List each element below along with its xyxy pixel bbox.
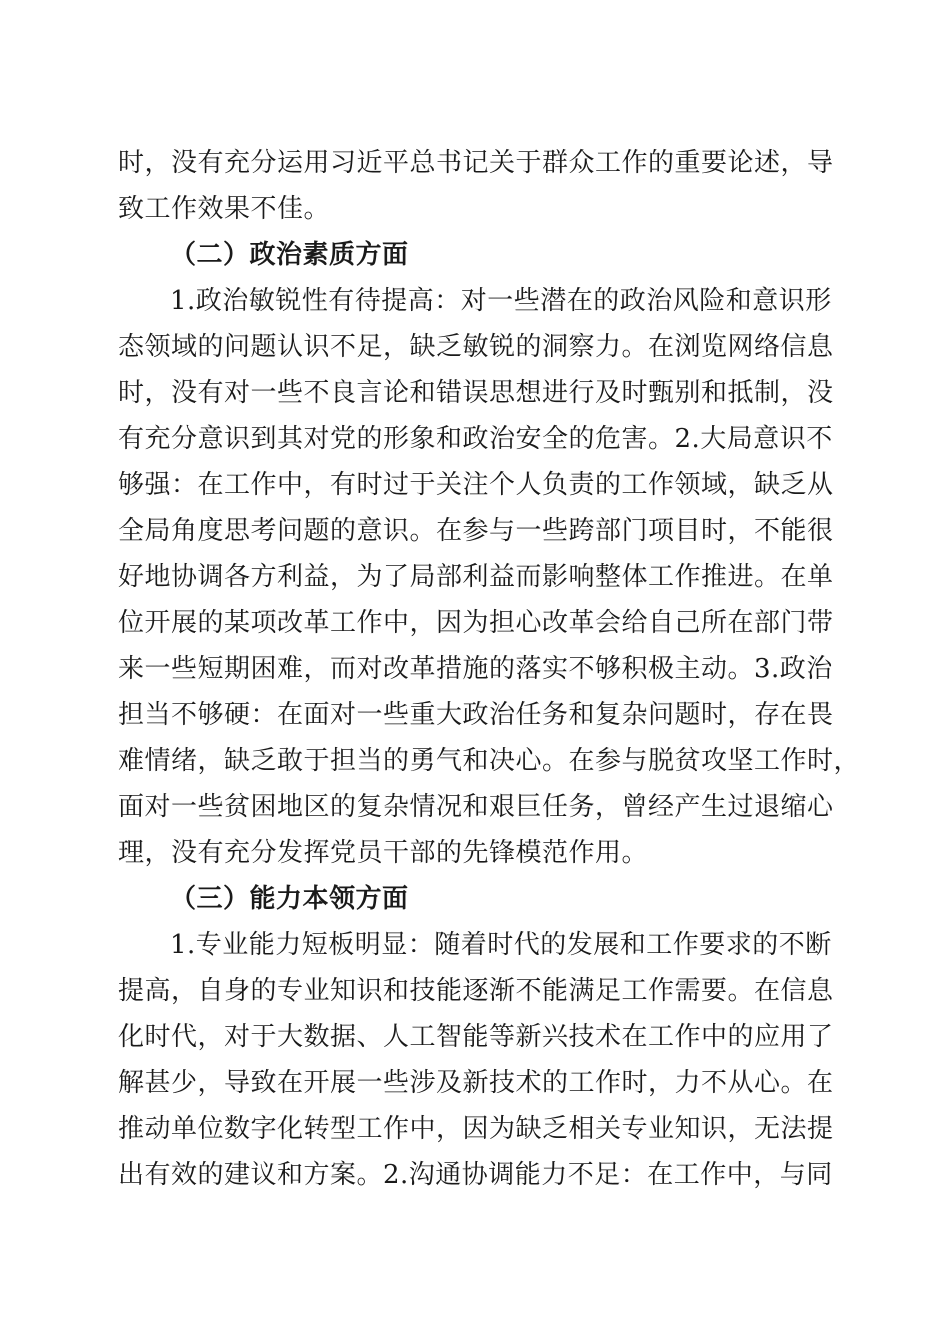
body-text-line: 面对一些贫困地区的复杂情况和艰巨任务，曾经产生过退缩心 [118,792,834,822]
body-text-line: 解甚少，导致在开展一些涉及新技术的工作时，力不从心。在 [118,1068,834,1098]
body-text-line: 推动单位数字化转型工作中，因为缺乏相关专业知识，无法提 [118,1114,834,1144]
body-text-line: 1.政治敏锐性有待提高：对一些潜在的政治风险和意识形 [170,286,832,316]
body-text-line: 提高，自身的专业知识和技能逐渐不能满足工作需要。在信息 [118,976,834,1006]
body-text-line: 好地协调各方利益，为了局部利益而影响整体工作推进。在单 [118,562,834,592]
section-heading-political-quality: （二）政治素质方面 [170,240,409,270]
body-text-line: 担当不够硬：在面对一些重大政治任务和复杂问题时，存在畏 [118,700,834,730]
section-heading-capability: （三）能力本领方面 [170,884,409,914]
body-text-line: 时，没有对一些不良言论和错误思想进行及时甄别和抵制，没 [118,378,834,408]
body-text-line: 理，没有充分发挥党员干部的先锋模范作用。 [118,838,649,868]
body-text-line: 有充分意识到其对党的形象和政治安全的危害。2.大局意识不 [118,424,833,454]
body-text-line: 出有效的建议和方案。2.沟通协调能力不足：在工作中，与同 [118,1160,833,1190]
body-text-line: 够强：在工作中，有时过于关注个人负责的工作领域，缺乏从 [118,470,834,500]
body-text-line: 全局角度思考问题的意识。在参与一些跨部门项目时，不能很 [118,516,834,546]
body-text-line: 难情绪，缺乏敢于担当的勇气和决心。在参与脱贫攻坚工作时， [118,746,861,776]
body-text-line: 时，没有充分运用习近平总书记关于群众工作的重要论述，导 [118,148,834,178]
body-text-line: 化时代，对于大数据、人工智能等新兴技术在工作中的应用了 [118,1022,834,1052]
body-text-line: 致工作效果不佳。 [118,194,331,224]
body-text-line: 1.专业能力短板明显：随着时代的发展和工作要求的不断 [170,930,832,960]
body-text-line: 来一些短期困难，而对改革措施的落实不够积极主动。3.政治 [118,654,833,684]
body-text-line: 态领域的问题认识不足，缺乏敏锐的洞察力。在浏览网络信息 [118,332,834,362]
body-text-line: 位开展的某项改革工作中，因为担心改革会给自己所在部门带 [118,608,834,638]
